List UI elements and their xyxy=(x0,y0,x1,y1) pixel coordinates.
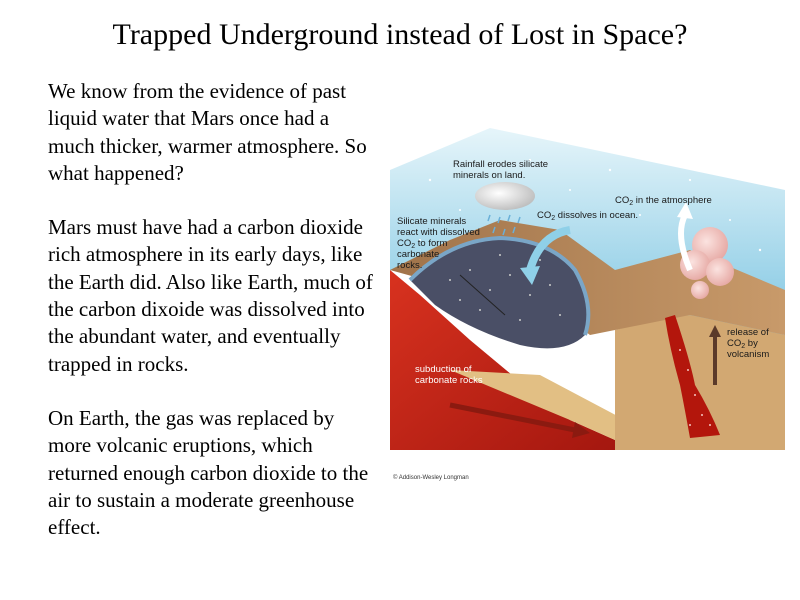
body-text xyxy=(48,78,378,568)
co2-dissolves-label-co: CO xyxy=(537,210,552,221)
subduction-label-line1: subduction of xyxy=(415,364,472,375)
silicate-label-co: CO xyxy=(397,238,412,249)
silicate-label-subscript: 2 xyxy=(411,243,416,250)
silicate-label-line2: react with dissolved xyxy=(397,227,480,238)
release-label-subscript: 2 xyxy=(741,343,746,350)
release-label-co: CO xyxy=(727,338,742,349)
release-label-rest: by xyxy=(745,338,758,349)
paragraph-earth-volcanism: On Earth, the gas was replaced by more volcanic eruptions, which returned enough carbon dioxide to the air to sustain a moderate greenhouse effect. xyxy=(48,405,369,540)
credit-label: © Addison-Wesley Longman xyxy=(393,475,469,481)
silicate-label-line1: Silicate minerals xyxy=(397,216,467,227)
co2-atmosphere-label-rest: in the atmosphere xyxy=(633,195,712,206)
slide-title: Trapped Underground instead of Lost in Space? xyxy=(112,18,688,51)
rainfall-label-line2: minerals on land. xyxy=(453,170,526,181)
co2-atmosphere-label-co: CO xyxy=(615,195,630,206)
paragraph-carbon-dioxide: Mars must have had a carbon dioxide rich atmosphere in its early days, like the Earth did. Also like Earth, much of the carbon dixoide was dissolved into the abundant water, and eventually trapped in rocks. xyxy=(48,215,373,376)
silicate-label-line5: rocks. xyxy=(397,260,423,271)
co2-dissolves-label-subscript: 2 xyxy=(551,215,556,222)
silicate-label-line4: carbonate xyxy=(397,249,440,260)
carbon-cycle-illustration xyxy=(390,120,790,490)
subduction-label-line2: carbonate rocks xyxy=(415,375,483,386)
rainfall-label-line1: Rainfall erodes silicate xyxy=(453,159,549,170)
release-label-line1: release of xyxy=(727,327,769,338)
release-label-line3: volcanism xyxy=(727,349,770,360)
silicate-label-rest: to form xyxy=(415,238,448,249)
rain-cloud xyxy=(475,182,535,210)
carbon-cycle-diagram xyxy=(390,120,790,490)
co2-atmosphere-label-subscript: 2 xyxy=(629,200,634,207)
paragraph-mars-atmosphere: We know from the evidence of past liquid water that Mars once had a much thicker, warmer atmosphere. So what happened? xyxy=(48,79,367,185)
co2-dissolves-label-rest: dissolves in ocean. xyxy=(555,210,639,221)
